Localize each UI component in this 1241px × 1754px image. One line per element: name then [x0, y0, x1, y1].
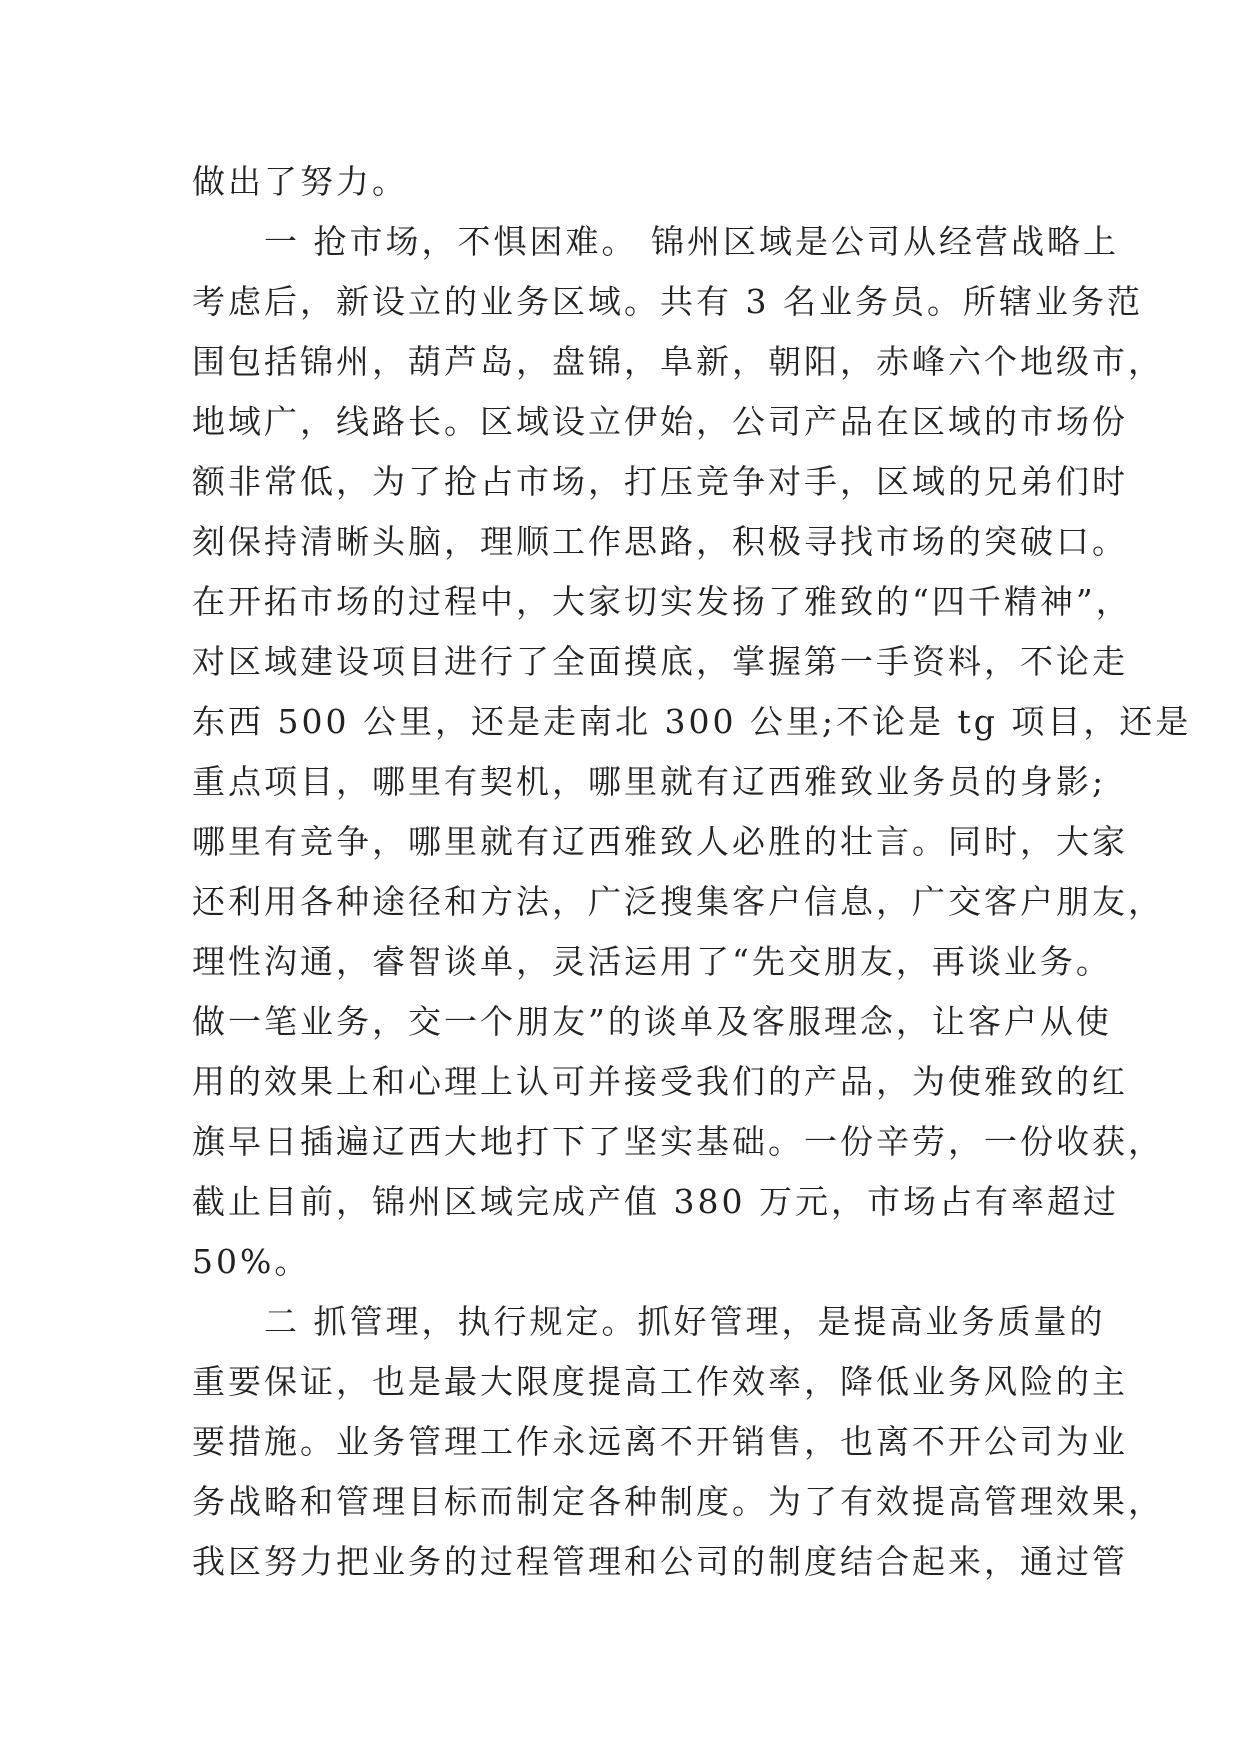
text-line: 在开拓市场的过程中，大家切实发扬了雅致的“四千精神”，	[192, 582, 1132, 621]
text-line: 理性沟通，睿智谈单，灵活运用了“先交朋友，再谈业务。	[192, 942, 1112, 981]
text-line: 刻保持清晰头脑，理顺工作思路，积极寻找市场的突破口。	[192, 522, 1128, 561]
text-line: 做一笔业务，交一个朋友”的谈单及客服理念，让客户从使	[192, 1002, 1112, 1041]
text-line: 我区努力把业务的过程管理和公司的制度结合起来，通过管	[192, 1542, 1128, 1581]
section-heading-line: 二 抓管理，执行规定。抓好管理，是提高业务质量的	[264, 1302, 1106, 1341]
text-line: 50%。	[192, 1242, 311, 1281]
text-line: 旗早日插遍辽西大地打下了坚实基础。一份辛劳，一份收获，	[192, 1122, 1164, 1161]
text-line: 重要保证，也是最大限度提高工作效率，降低业务风险的主	[192, 1362, 1128, 1401]
text-line: 务战略和管理目标而制定各种制度。为了有效提高管理效果，	[192, 1482, 1164, 1521]
section-heading-line: 一 抢市场，不惧困难。 锦州区域是公司从经营战略上	[264, 222, 1119, 261]
text-line: 做出了努力。	[192, 162, 408, 201]
text-line: 对区域建设项目进行了全面摸底，掌握第一手资料，不论走	[192, 642, 1128, 681]
text-line: 围包括锦州，葫芦岛，盘锦，阜新，朝阳，赤峰六个地级市，	[192, 342, 1164, 381]
text-line: 重点项目，哪里有契机，哪里就有辽西雅致业务员的身影;	[192, 762, 1107, 801]
text-line: 要措施。业务管理工作永远离不开销售，也离不开公司为业	[192, 1422, 1128, 1461]
text-line: 用的效果上和心理上认可并接受我们的产品，为使雅致的红	[192, 1062, 1128, 1101]
document-body	[192, 152, 1192, 1592]
text-line: 考虑后，新设立的业务区域。共有 3 名业务员。所辖业务范	[192, 282, 1143, 321]
text-line: 截止目前，锦州区域完成产值 380 万元，市场占有率超过	[192, 1182, 1119, 1221]
text-line: 还利用各种途径和方法，广泛搜集客户信息，广交客户朋友，	[192, 882, 1164, 921]
text-line: 地域广，线路长。区域设立伊始，公司产品在区域的市场份	[192, 402, 1128, 441]
text-line: 额非常低，为了抢占市场，打压竞争对手，区域的兄弟们时	[192, 462, 1128, 501]
text-line: 哪里有竞争，哪里就有辽西雅致人必胜的壮言。同时，大家	[192, 822, 1128, 861]
text-line: 东西 500 公里，还是走南北 300 公里;不论是 tg 项目，还是	[192, 702, 1192, 741]
